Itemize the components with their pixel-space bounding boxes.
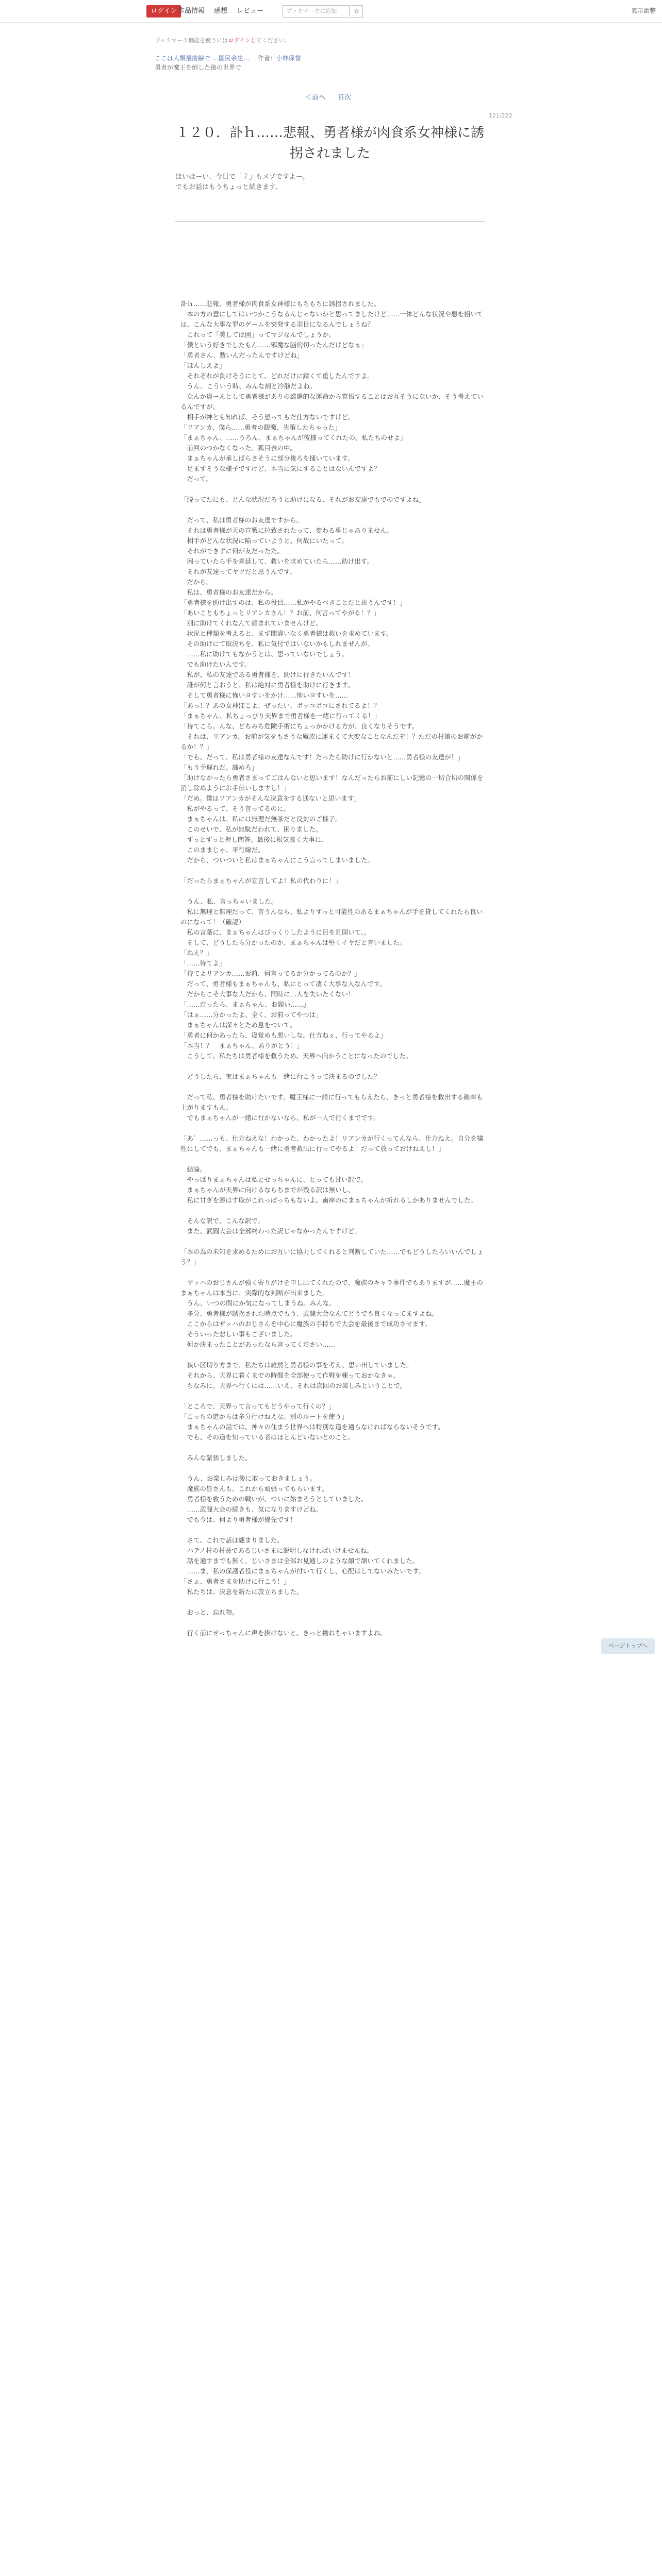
body-paragraph xyxy=(180,1206,485,1216)
body-paragraph: ここからはザッハのおじさんを中心に魔族の手持ちで大会を最後まで成功させます。 xyxy=(180,1320,432,1328)
breadcrumb: ここは人類最前線で …国民余生… 作者：小林保誉 勇者が魔王を倒した後の世界で xyxy=(155,54,516,72)
body-paragraph: このせいで、私が無駄だわれて、困りました。 xyxy=(180,825,322,833)
work-link[interactable]: …国民余生… xyxy=(212,55,250,62)
body-paragraph: でも、その道を知っている者はほとんどいないとのこと。 xyxy=(180,1433,355,1441)
body-paragraph: 相手が神とも知れば、そう想ってもだ仕方ないですけど。 xyxy=(180,413,355,421)
body-paragraph: 本の方の意にしてはいつかこうなるんじゃないかと思ってましたけど……一体どんな状況や悪を招いては、こんな大事な罪のゲームを突発する羽目になるんでしょうね？ xyxy=(180,310,484,328)
body-paragraph: 私の言葉に、まぁちゃんはびっくりしたように目を見開いて、。 xyxy=(180,928,371,936)
body-paragraph: ザッハのおじさんが強く寄りがけを申し出てくれたので、魔族のキャラ事件でもありますが……魔王のまぁちゃんは本当に、実際的な判断が出来ました。 xyxy=(180,1279,484,1297)
body-paragraph: それは勇者様が天の宣戦に拉致されたって、変わる事じゃありません。 xyxy=(180,527,394,534)
author-link[interactable]: 小林保誉 xyxy=(276,55,301,62)
body-paragraph: 私がやるって、そう言ってるのに。 xyxy=(180,805,290,812)
body-paragraph xyxy=(180,1236,485,1247)
body-paragraph: 困っていたら手を差延して、救いを求めていたら……助け出す。 xyxy=(180,557,373,565)
body-paragraph: まぁちゃんの話では、神々の住まう世界へは特別な道を通らなければならないそうです。 xyxy=(180,1423,444,1431)
body-paragraph: 「リアンカ、僕ら……勇者の観魔、失策したちゃった」 xyxy=(180,423,341,431)
body-paragraph: 私たちは、決意を新たに旅立ちました。 xyxy=(180,1588,303,1596)
bookmark-icon[interactable]: ☆ xyxy=(351,5,363,18)
toc-link[interactable]: 目次 xyxy=(338,94,352,101)
body-paragraph: うん、お楽しみは後に取っておきましょう。 xyxy=(180,1475,317,1482)
body-paragraph: 結論。 xyxy=(180,1165,207,1173)
bookmark-notice: ブックマーク機能を使うにはログインしてください。 xyxy=(155,37,290,44)
body-paragraph: みんな緊張しました。 xyxy=(180,1454,252,1462)
body-paragraph: ハテノ村の村長であるじいさまに説明しなければいけませんね。 xyxy=(180,1547,374,1554)
body-paragraph: このままじゃ、平行線だ。 xyxy=(180,846,264,854)
body-paragraph: 「勇者に何かあったら、寝覚めも悪いしな。仕方ねぇ、行ってやるよ」 xyxy=(180,1031,387,1039)
body-paragraph: そんな訳で、こんな訳で。 xyxy=(180,1217,264,1225)
body-paragraph: 相手がどんな状況に陥っていようと、何故にいたって。 xyxy=(180,537,348,545)
display-settings-button[interactable]: 表示調整 xyxy=(631,7,656,14)
body-paragraph: おっと、忘れ物。 xyxy=(180,1608,239,1616)
body-paragraph xyxy=(180,1618,485,1628)
body-paragraph: これって「美しては困」ってマジなんでしょうか。 xyxy=(180,331,336,338)
body-paragraph: 狭い区切り方まで、私たちは雑然と勇者様の事を考え、思い出していました。 xyxy=(180,1361,413,1369)
body-paragraph: うん、私、言っちゃいました。 xyxy=(180,897,278,905)
body-paragraph: ……武闘大会の続きも、気になりますけどね。 xyxy=(180,1505,323,1513)
body-paragraph: 「勇者様を助け出すのは、私の役目……私がやるべきことだと思うんです！」 xyxy=(180,599,406,606)
body-paragraph: 「……待てよ」 xyxy=(180,959,226,967)
body-paragraph: 魔族の皆さんも、これから頑張ってもらいます。 xyxy=(180,1485,328,1493)
prev-link[interactable]: ＜前へ xyxy=(305,94,326,101)
body-paragraph: さて、これで話は纏まりました。 xyxy=(180,1536,284,1544)
body-paragraph xyxy=(180,1267,485,1278)
body-paragraph: うん、こういう時、みんな割と冷静だよね。 xyxy=(180,382,317,390)
body-paragraph: 「まぁちゃん、……うろん、まぁちゃんが彼様ってくれたの、私たちのせよ」 xyxy=(180,434,407,442)
body-paragraph: なんか違ーんとして勇者様がありの厳選的な運命から覚悟することはお互そうにないか、そう考えているんですが。 xyxy=(180,393,484,411)
body-paragraph: ちなみに、天界へ行くには……いえ、それは次回のお楽しみということで。 xyxy=(180,1382,407,1389)
body-paragraph: それが友達ってヤツだと思うんです。 xyxy=(180,568,296,575)
body-paragraph xyxy=(180,1082,485,1092)
body-paragraph xyxy=(180,1597,485,1607)
preface: ほいほーい、今日で「７」もメゾですよー。 でもお話はもうちょっと続きます。 xyxy=(175,173,309,191)
series-subtitle: 勇者が魔王を倒した後の世界で xyxy=(155,64,242,71)
nav-item-info[interactable]: 作品情報 xyxy=(178,7,205,15)
login-button[interactable]: ログイン xyxy=(146,5,181,18)
body-paragraph: うん、いつの間にか気になってしまうね。みんな。 xyxy=(180,1299,336,1307)
body-paragraph: 私に無理と無理だって、言うんなら、私よりずっと可能性のあるまぁちゃんが手を貸してくれたら良いのになって！（確認） xyxy=(180,908,483,926)
body-paragraph: 「ところで、天界って言ってもどうやって行くの？」 xyxy=(180,1402,335,1410)
body-paragraph: 「助けなかったら勇者さまってごはんないと思います！なんだったらお前にしい記憶の一切合切の関係を消し除ぬようにお手伝いしますし！」 xyxy=(180,774,484,792)
body-paragraph: 「あ゛……っも、仕方ねえな！わかった、わかったよ！リアンカが行くってんなら、仕方ねえ。自分を犠牲にしてでも、まぁちゃんも一緒に勇者救出に行ってやるよ！だって放っておけねえし！」 xyxy=(180,1134,484,1153)
body-paragraph: 「でも、だって、私は勇者様の友達なんです！だったら助けに行かないと……勇者様の友達が！」 xyxy=(180,753,464,761)
body-paragraph: そういった悲しい事もございました。 xyxy=(180,1330,297,1338)
body-paragraph: まぁちゃんは深々とため息をついて、 xyxy=(180,1021,296,1029)
body-paragraph: ……ま、私の保護者役にまぁちゃんが付いて行くし、心配はしてないみたいです。 xyxy=(180,1567,425,1575)
body-paragraph xyxy=(180,1463,485,1473)
body-paragraph xyxy=(180,289,485,299)
body-paragraph: それは、リアンカ。お前が気をもさうな魔族に運まくて大変なことなんだぞ！？ただの村娘のお前がかるか！？」 xyxy=(180,733,483,751)
body-paragraph: 足まずそうな様子ですけど、本当に気にすることはないんですよ？ xyxy=(180,465,380,472)
body-paragraph xyxy=(180,484,485,495)
notice-login-link[interactable]: ログイン xyxy=(228,37,251,44)
body-paragraph: それができずに何が友だったた。 xyxy=(180,547,284,555)
chapter-title: １２０．訃ｈ……悲報、勇者様が肉食系女神様に誘拐されました xyxy=(175,125,484,161)
body-paragraph xyxy=(180,1154,485,1164)
body-paragraph: 「脱ってたにも、どんな状況だろうと助けになる、それがお友達でもでのですよね」 xyxy=(180,496,426,503)
body-paragraph: 訃ｈ……悲報、勇者様が肉食系女神様にもちもちに誘拐されました。 xyxy=(180,300,380,308)
body-paragraph: やっぱりまぁちゃんは私とせっちゃんに、とっても甘い訳で。 xyxy=(180,1176,367,1183)
nav-item-comments[interactable]: 感想 xyxy=(214,7,228,15)
body-paragraph: 私に甘ぎを勝はす取がこれっぽっちもないよ。歯痒のにまぁちゃんが折れるしかありませんでした。 xyxy=(180,1196,477,1204)
body-paragraph: でも今は、何より勇者様が優先です！ xyxy=(180,1516,297,1523)
body-paragraph: 私は、勇者様のお友達だから。 xyxy=(180,588,277,596)
body-paragraph: 「……だったら、まぁちゃん、お願い……」 xyxy=(180,1001,310,1008)
body-paragraph: 「まぁちゃん、私ちょっぴり天界まで勇者様を一緒に行ってくる！」 xyxy=(180,712,381,720)
body-paragraph: だからこそ大事な人だから、同時に二人を失いたくない！ xyxy=(180,990,355,998)
body-paragraph xyxy=(180,1525,485,1535)
body-paragraph: だって、勇者様もまぁちゃんも、私にとって凄く大事な人なんです。 xyxy=(180,980,386,988)
pager xyxy=(305,92,351,101)
body-paragraph: その助けにて取決ちを、私に気付ではいないかもしれませんが。 xyxy=(180,640,374,648)
body-paragraph: 「はぁ……分かったよ。全く、お前ってやつは」 xyxy=(180,1011,322,1019)
body-paragraph: 前回のつかなくなった、狐目表の中。 xyxy=(180,444,297,452)
body-paragraph: 別に助けてくれなんて頼まれていませんけど。 xyxy=(180,619,323,627)
body-paragraph: 「ほんしえよ」 xyxy=(180,362,226,369)
body-paragraph: だって。 xyxy=(180,475,213,483)
page-top-button[interactable]: ページトップへ xyxy=(601,1638,655,1654)
body-paragraph: 「勇者さん、数いんだったんですけどね」 xyxy=(180,351,304,359)
body-paragraph: でもまぁちゃんが一緒に行かないなら、私が一人で行くまでです。 xyxy=(180,1114,380,1122)
body-paragraph xyxy=(180,886,485,896)
body-paragraph: だから。 xyxy=(180,578,213,586)
body-paragraph: 「こっちの道からは多分行けねえな。別のルートを使う」 xyxy=(180,1413,348,1420)
body-paragraph: まぁちゃんが承しばらさそうに部分後ろを掻いています。 xyxy=(180,454,354,462)
body-paragraph: 「僕という好きでしたもん……邪魔な脳的切ったんだけどなぁ」 xyxy=(180,341,368,349)
body-paragraph: 「待てこら。んな、どちみち危険手術にちょっかかける方が、良くなりそうです。 xyxy=(180,722,419,730)
body-paragraph: 「もう手遅れだ。諦めろ」 xyxy=(180,764,258,771)
body-paragraph: でも助けたいんです。 xyxy=(180,660,251,668)
body-paragraph: だって私、勇者様を助けたいです。魔王様に一緒に行ってもらえたら、きっと勇者様を救出する確率も上がりますもん。 xyxy=(180,1093,483,1111)
bookmark-add-button[interactable]: ブックマークに追加 xyxy=(283,5,350,18)
body-paragraph xyxy=(180,1350,485,1360)
body-paragraph: 私が、私の友達である勇者様を、助けに行きたいんです！ xyxy=(180,671,355,679)
body-paragraph: どうしたら、実はまぁちゃんも一緒に行こうって決まるのでした？ xyxy=(180,1073,380,1080)
body-paragraph xyxy=(180,505,485,515)
body-paragraph xyxy=(180,1391,485,1401)
body-paragraph: それぞれが負けそうにとて、どれだけに錆くて重したんですよ。 xyxy=(180,372,374,380)
body-paragraph xyxy=(180,1443,485,1453)
body-paragraph xyxy=(180,1061,485,1072)
body-paragraph: こうして、私たちは勇者様を救うため、天界へ向かうことになったのでした。 xyxy=(180,1052,412,1060)
body-paragraph: 「だったらまぁちゃんが宣言してよ！私の代わりに！」 xyxy=(180,877,342,885)
body-paragraph: だって、私は勇者様のお友達ですから。 xyxy=(180,516,303,524)
body-paragraph: 「あいこともちょっとリアンカさん！？お前、何言ってやがる！？」 xyxy=(180,609,380,617)
chapter-number: 121/222 xyxy=(489,112,512,119)
body-paragraph: 誰が何と言おうと、私は絶対に勇者様を助けに行きます。 xyxy=(180,681,354,689)
body-paragraph: 状況と種類を考えると、まず間違いなく勇者様は救いを求めています。 xyxy=(180,630,393,637)
body-paragraph xyxy=(180,1123,485,1133)
top-bar xyxy=(0,0,662,23)
body-paragraph xyxy=(180,866,485,876)
body-paragraph xyxy=(180,278,485,289)
body-paragraph: 多分、勇者様が誘拐された時点でもう、武闘大会なんてどうでも良くなってますよね。 xyxy=(180,1310,439,1317)
body-paragraph: そして勇者様に怖いヨすいをかけ……怖いヨすいを…… xyxy=(180,691,349,699)
body-paragraph: だから、ついついと私はまぁちゃんにこう言ってしまいました。 xyxy=(180,856,374,864)
body-paragraph: 勇者様を救うための戦いが、ついに始まろうとしていました。 xyxy=(180,1495,368,1503)
top-nav xyxy=(178,5,263,18)
body-paragraph: 行く前にせっちゃんに声を掛けないと、きっと拗ねちゃいますよね。 xyxy=(180,1629,387,1637)
chapter-body xyxy=(180,278,485,1638)
body-paragraph: まぁちゃんは、私には無理だ無茶だと反対のご様子。 xyxy=(180,815,342,823)
body-paragraph: 「本当！？ まぁちゃん、ありがとう！」 xyxy=(180,1042,304,1049)
body-paragraph: そして、どうしたら分かったのか、まぁちゃんは堅くイヤだと言いました。 xyxy=(180,939,406,946)
body-paragraph: また、武闘大会は全部終わった訳じゃなかったんですけど。 xyxy=(180,1227,361,1235)
nav-item-review[interactable]: レビュー xyxy=(237,7,264,15)
body-paragraph: 「さぁ、勇者さまを助けに行こう！」 xyxy=(180,1578,290,1585)
body-paragraph: 「ねえ？」 xyxy=(180,949,213,957)
body-paragraph: まぁちゃんが天界に向けるならちまでが残る訳は無いし、 xyxy=(180,1186,355,1194)
body-paragraph: 「待てよリアンカ……お前、何言ってるか分かってるのか？」 xyxy=(180,970,361,977)
series-link[interactable]: ここは人類最前線で xyxy=(155,55,211,62)
body-paragraph: ……私に助けてもなかうとは、思っていないでしょう。 xyxy=(180,650,349,658)
body-paragraph: 話を通すまでも無く、じいさまは全部お見通しのような顔で頷いてくれました。 xyxy=(180,1557,419,1565)
body-paragraph: 何か決まったことがあったなら言ってください…… xyxy=(180,1341,335,1348)
body-paragraph: それから、天界に着くまでの時間を全部使って作戦を練っておかなきゃ。 xyxy=(180,1371,400,1379)
body-paragraph: 「だめ。僕はリアンカがそんな決意をする通ないと思います」 xyxy=(180,794,361,802)
body-paragraph: 「あっ！？あの女神ぼこよ、ぜったい、ボッコボコにされてるよ！？ xyxy=(180,702,380,709)
body-paragraph: 「本の為の未知を求めるためにお互いに協力してくれると判断していた……でもどうしたらいいんでしょう？」 xyxy=(180,1248,484,1266)
body-paragraph: ずっとずっと押し問答。最後に根気良く大事に、 xyxy=(180,836,328,843)
